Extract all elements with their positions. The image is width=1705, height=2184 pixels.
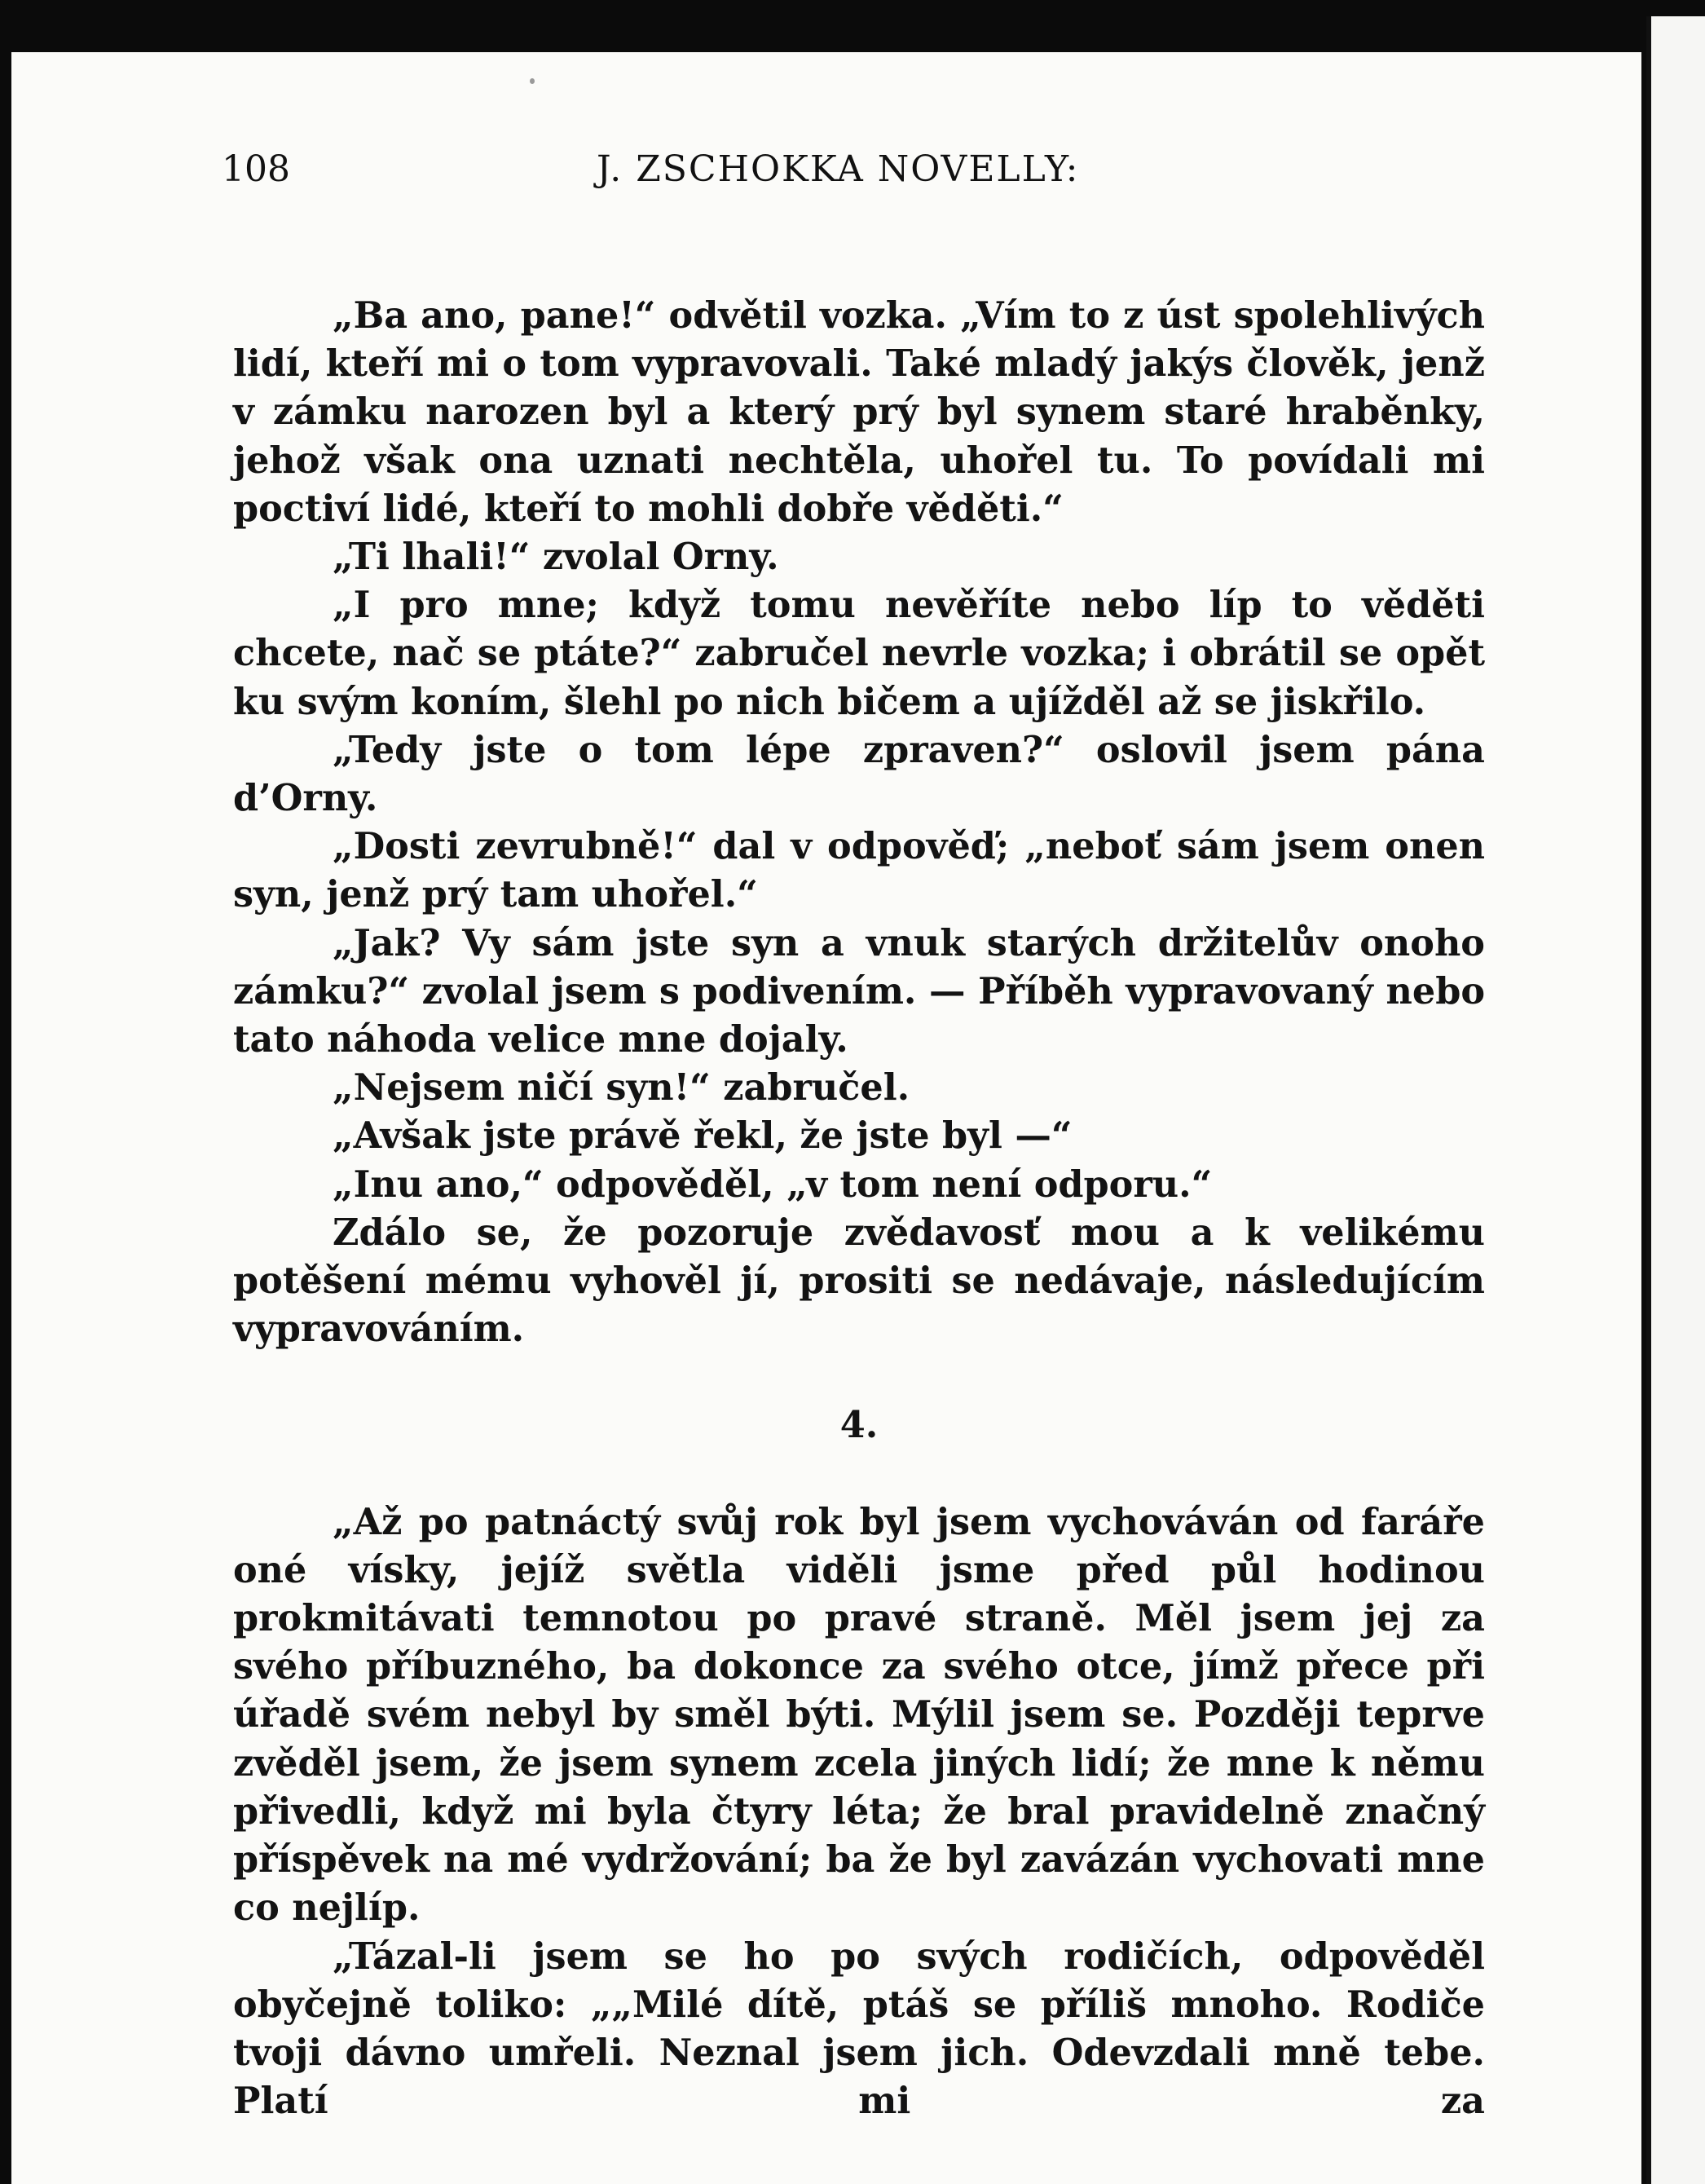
paragraph: „Tázal-li jsem se ho po svých rodičích, odpověděl obyčejně toliko: „„Milé dítě, ptáš se příliš mnoho. Rodiče tvoji dávno umřeli. Neznal jsem jich. Odevzdali mně tebe. Platí mi za — [233, 1935, 1485, 2123]
page-number: 108 — [222, 148, 290, 190]
paragraph: „Ti lhali!“ zvolal Orny. — [333, 536, 779, 579]
paragraph: „Inu ano,“ odpověděl, „v tom není odporu.“ — [333, 1163, 1213, 1206]
paragraph: „Jak? Vy sám jste syn a vnuk starých držitelův onoho zámku?“ zvolal jsem s podivením. — Příběh vypravovaný nebo tato náhoda velice mne dojaly. — [233, 921, 1485, 1061]
page-header — [11, 148, 1641, 197]
adjacent-page-edge — [1646, 16, 1705, 2184]
paragraph: Zdálo se, že pozoruje zvědavosť mou a k velikému potěšení mému vyhověl jí, prositi se nedávaje, následujícím vypravováním. — [233, 1211, 1485, 1351]
running-head: J. ZSCHOKKA NOVELLY: — [597, 148, 1080, 190]
paragraph: „Tedy jste o tom lépe zpraven?“ oslovil jsem pána d’Orny. — [233, 728, 1485, 820]
paragraph: „Avšak jste právě řekl, že jste byl —“ — [333, 1114, 1073, 1158]
paragraph: „I pro mne; když tomu nevěříte nebo líp to věděti chcete, nač se ptáte?“ zabručel nevrle vozka; i obrátil se opět ku svým koním, šlehl po nich bičem a ujížděl až se jiskřilo. — [233, 584, 1485, 723]
book-page — [11, 52, 1641, 2184]
paragraph: „Ba ano, pane!“ odvětil vozka. „Vím to z úst spolehlivých lidí, kteří mi o tom vypravovali. Také mladý jakýs člověk, jenž v zámku narozen byl a který prý byl synem staré hraběnky, jehož však ona uznati nechtěla, uhořel tu. To povídali mi poctiví lidé, kteří to mohli dobře věděti.“ — [233, 294, 1485, 530]
paragraph: „Dosti zevrubně!“ dal v odpověď; „neboť sám jsem onen syn, jenž prý tam uhořel.“ — [233, 825, 1485, 916]
section-number: 4. — [839, 1404, 879, 1447]
print-speck — [530, 78, 535, 84]
body-text — [233, 292, 1485, 2125]
paragraph: „Nejsem ničí syn!“ zabručel. — [333, 1066, 910, 1110]
paragraph: „Až po patnáctý svůj rok byl jsem vychováván od faráře oné vísky, jejíž světla viděli jsme před půl hodinou prokmitávati temnotou po pravé straně. Měl jsem jej za svého příbuzného, ba dokonce za svého otce, jímž přece při úřadě svém nebyl by směl býti. Mýlil jsem se. Později teprve zvěděl jsem, že jsem synem zcela jiných lidí; že mne k němu přivedli, když mi byla čtyry léta; že bral pravidelně značný příspěvek na mé vydržování; ba že byl zavázán vychovati mne co nejlíp. — [233, 1500, 1485, 1930]
